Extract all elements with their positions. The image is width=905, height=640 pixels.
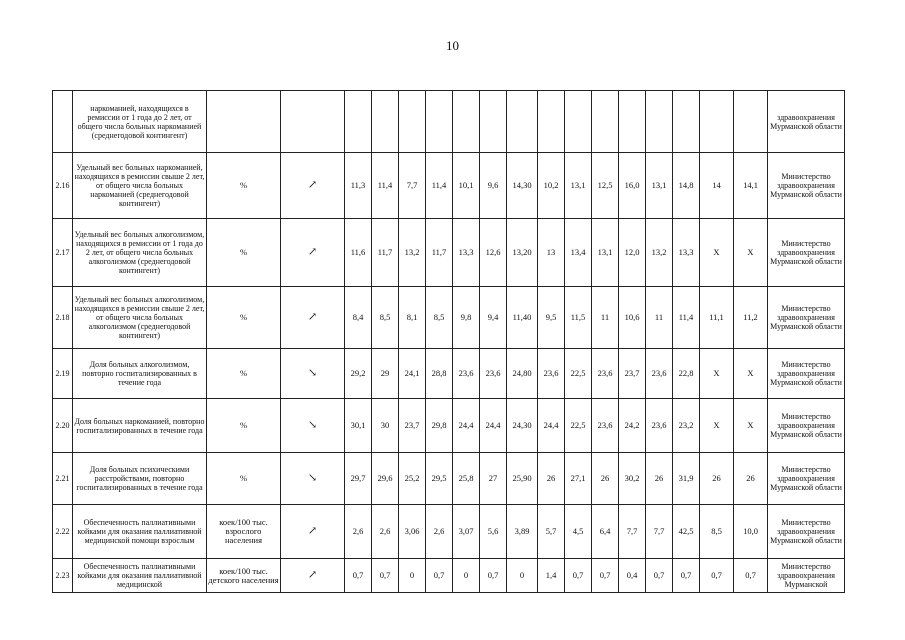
value-cell	[673, 91, 700, 153]
value-cell: 2,6	[372, 505, 399, 559]
value-cell: 9,5	[538, 287, 565, 349]
table-row	[53, 91, 845, 153]
value-cell: 5,7	[538, 505, 565, 559]
value-cell	[734, 91, 768, 153]
indicator-name-cell: Обеспеченность паллиативными койками для оказания паллиативной медицинской	[73, 559, 207, 593]
value-cell: 29	[372, 349, 399, 399]
table-row	[53, 399, 845, 453]
value-cell: 24,1	[399, 349, 426, 399]
value-cell: 11,1	[700, 287, 734, 349]
indicator-name-cell: Доля больных алкоголизмом, повторно госпитализированных в течение года	[73, 349, 207, 399]
value-cell	[453, 91, 480, 153]
value-cell: 11,7	[426, 219, 453, 287]
value-cell	[619, 91, 646, 153]
value-cell: 3,07	[453, 505, 480, 559]
value-cell	[646, 91, 673, 153]
indicator-name-cell: Удельный вес больных алкоголизмом, находящихся в ремиссии от 1 года до 2 лет, от общего числа больных алкоголизмом (среднегодовой контингент)	[73, 219, 207, 287]
indicator-name-cell: Удельный вес больных наркоманией, находящихся в ремиссии свыше 2 лет, от общего числа больных наркоманией (среднегодовой контингент)	[73, 153, 207, 219]
responsible-org-cell: Министерство здравоохранения Мурманской области	[768, 219, 845, 287]
value-cell: 13	[538, 219, 565, 287]
value-cell: 0	[453, 559, 480, 593]
responsible-org-cell: Министерство здравоохранения Мурманской области	[768, 153, 845, 219]
value-cell: 24,2	[619, 399, 646, 453]
value-cell: X	[734, 219, 768, 287]
value-cell: 28,8	[426, 349, 453, 399]
value-cell: 25,2	[399, 453, 426, 505]
value-cell: 25,90	[507, 453, 538, 505]
value-cell	[399, 91, 426, 153]
value-cell: 9,4	[480, 287, 507, 349]
value-cell: 30	[372, 399, 399, 453]
unit-cell: %	[207, 453, 281, 505]
trend-arrow-icon	[281, 91, 345, 153]
value-cell: 31,9	[673, 453, 700, 505]
table-row	[53, 505, 845, 559]
trend-arrow-icon: ↘	[281, 453, 345, 505]
value-cell: 0,7	[345, 559, 372, 593]
value-cell: 6,4	[592, 505, 619, 559]
value-cell: 0,4	[619, 559, 646, 593]
value-cell: 24,80	[507, 349, 538, 399]
value-cell: 10,1	[453, 153, 480, 219]
unit-cell: %	[207, 153, 281, 219]
value-cell: 14,1	[734, 153, 768, 219]
value-cell: 27	[480, 453, 507, 505]
table-row	[53, 453, 845, 505]
value-cell: 0,7	[372, 559, 399, 593]
value-cell: 26	[700, 453, 734, 505]
value-cell: 16,0	[619, 153, 646, 219]
value-cell: 30,2	[619, 453, 646, 505]
value-cell: 10,2	[538, 153, 565, 219]
responsible-org-cell: Министерство здравоохранения Мурманской области	[768, 399, 845, 453]
value-cell: 11,4	[673, 287, 700, 349]
value-cell: 2,6	[345, 505, 372, 559]
responsible-org-cell: здравоохранения Мурманской области	[768, 91, 845, 153]
value-cell: 11,6	[345, 219, 372, 287]
indicator-name-cell: Удельный вес больных алкоголизмом, находящихся в ремиссии свыше 2 лет, от общего числа больных алкоголизмом (среднегодовой контингент)	[73, 287, 207, 349]
value-cell: 3,89	[507, 505, 538, 559]
value-cell: 11,5	[565, 287, 592, 349]
value-cell	[700, 91, 734, 153]
responsible-org-cell: Министерство здравоохранения Мурманской	[768, 559, 845, 593]
value-cell: 9,8	[453, 287, 480, 349]
value-cell: 26	[646, 453, 673, 505]
responsible-org-cell: Министерство здравоохранения Мурманской области	[768, 453, 845, 505]
value-cell: 11,4	[426, 153, 453, 219]
value-cell: X	[700, 349, 734, 399]
value-cell: 23,7	[399, 399, 426, 453]
value-cell: 14,30	[507, 153, 538, 219]
row-number-cell: 2.21	[53, 453, 73, 505]
value-cell: 7,7	[399, 153, 426, 219]
unit-cell: %	[207, 349, 281, 399]
value-cell	[507, 91, 538, 153]
value-cell	[345, 91, 372, 153]
table-row	[53, 559, 845, 593]
value-cell: 24,30	[507, 399, 538, 453]
value-cell: 13,1	[565, 153, 592, 219]
value-cell: 29,8	[426, 399, 453, 453]
row-number-cell: 2.20	[53, 399, 73, 453]
value-cell: 14,8	[673, 153, 700, 219]
value-cell: 0,7	[592, 559, 619, 593]
value-cell: 24,4	[453, 399, 480, 453]
value-cell: 30,1	[345, 399, 372, 453]
value-cell: 23,6	[592, 399, 619, 453]
value-cell: 22,5	[565, 399, 592, 453]
row-number-cell: 2.16	[53, 153, 73, 219]
value-cell	[372, 91, 399, 153]
table-body	[53, 91, 845, 593]
trend-arrow-icon: ↘	[281, 399, 345, 453]
row-number-cell: 2.23	[53, 559, 73, 593]
value-cell: 11	[592, 287, 619, 349]
value-cell: 13,20	[507, 219, 538, 287]
value-cell: 29,6	[372, 453, 399, 505]
value-cell: 9,6	[480, 153, 507, 219]
value-cell: 25,8	[453, 453, 480, 505]
value-cell: 0,7	[480, 559, 507, 593]
value-cell: 13,2	[646, 219, 673, 287]
row-number-cell: 2.22	[53, 505, 73, 559]
value-cell: 29,5	[426, 453, 453, 505]
value-cell: 8,1	[399, 287, 426, 349]
value-cell: 0,7	[700, 559, 734, 593]
value-cell: 14	[700, 153, 734, 219]
value-cell: 22,5	[565, 349, 592, 399]
value-cell	[426, 91, 453, 153]
value-cell: 0	[399, 559, 426, 593]
table-row	[53, 287, 845, 349]
value-cell: 7,7	[619, 505, 646, 559]
indicator-name-cell: Доля больных психическими расстройствами, повторно госпитализированных в течение года	[73, 453, 207, 505]
indicators-table	[52, 90, 845, 593]
value-cell: 3,06	[399, 505, 426, 559]
trend-arrow-icon: ↗	[281, 219, 345, 287]
unit-cell: коек/100 тыс. детского населения	[207, 559, 281, 593]
value-cell: 8,5	[372, 287, 399, 349]
value-cell: 4,5	[565, 505, 592, 559]
trend-arrow-icon: ↗	[281, 287, 345, 349]
unit-cell	[207, 91, 281, 153]
responsible-org-cell: Министерство здравоохранения Мурманской области	[768, 505, 845, 559]
value-cell: 22,8	[673, 349, 700, 399]
trend-arrow-icon: ↗	[281, 153, 345, 219]
value-cell: 10,6	[619, 287, 646, 349]
value-cell: X	[734, 349, 768, 399]
value-cell: 0,7	[565, 559, 592, 593]
value-cell: 13,1	[646, 153, 673, 219]
value-cell: 0,7	[426, 559, 453, 593]
indicator-name-cell: наркоманией, находящихся в ремиссии от 1 года до 2 лет, от общего числа больных наркоманией (среднегодовой контингент)	[73, 91, 207, 153]
value-cell: 23,6	[480, 349, 507, 399]
value-cell: 12,0	[619, 219, 646, 287]
trend-arrow-icon: ↘	[281, 349, 345, 399]
value-cell: 24,4	[480, 399, 507, 453]
value-cell: 11,4	[372, 153, 399, 219]
value-cell: 8,5	[426, 287, 453, 349]
value-cell: 2,6	[426, 505, 453, 559]
value-cell: 13,4	[565, 219, 592, 287]
value-cell: 0,7	[734, 559, 768, 593]
value-cell: 26	[734, 453, 768, 505]
value-cell: 23,6	[453, 349, 480, 399]
value-cell: 8,4	[345, 287, 372, 349]
value-cell: 11,2	[734, 287, 768, 349]
table-row	[53, 349, 845, 399]
trend-arrow-icon: ↗	[281, 559, 345, 593]
responsible-org-cell: Министерство здравоохранения Мурманской области	[768, 349, 845, 399]
indicator-name-cell: Доля больных наркоманией, повторно госпитализированных в течение года	[73, 399, 207, 453]
value-cell: 13,3	[673, 219, 700, 287]
value-cell: 23,6	[646, 349, 673, 399]
value-cell: 13,3	[453, 219, 480, 287]
value-cell: 11,40	[507, 287, 538, 349]
unit-cell: коек/100 тыс. взрослого населения	[207, 505, 281, 559]
value-cell: 13,1	[592, 219, 619, 287]
value-cell: 24,4	[538, 399, 565, 453]
value-cell	[592, 91, 619, 153]
value-cell: 8,5	[700, 505, 734, 559]
row-number-cell: 2.19	[53, 349, 73, 399]
unit-cell: %	[207, 219, 281, 287]
value-cell: 11	[646, 287, 673, 349]
value-cell: X	[734, 399, 768, 453]
table-row	[53, 153, 845, 219]
value-cell: 11,7	[372, 219, 399, 287]
value-cell: 23,7	[619, 349, 646, 399]
value-cell: 13,2	[399, 219, 426, 287]
value-cell: 23,6	[538, 349, 565, 399]
value-cell: 0,7	[673, 559, 700, 593]
indicator-name-cell: Обеспеченность паллиативными койками для оказания паллиативной медицинской помощи взрослым	[73, 505, 207, 559]
value-cell: 23,2	[673, 399, 700, 453]
value-cell: 23,6	[592, 349, 619, 399]
value-cell: 42,5	[673, 505, 700, 559]
value-cell: 0	[507, 559, 538, 593]
value-cell: 26	[538, 453, 565, 505]
value-cell: 26	[592, 453, 619, 505]
value-cell	[480, 91, 507, 153]
value-cell: 23,6	[646, 399, 673, 453]
unit-cell: %	[207, 287, 281, 349]
value-cell: 27,1	[565, 453, 592, 505]
value-cell: 12,5	[592, 153, 619, 219]
value-cell: 7,7	[646, 505, 673, 559]
value-cell: 29,2	[345, 349, 372, 399]
responsible-org-cell: Министерство здравоохранения Мурманской области	[768, 287, 845, 349]
value-cell	[538, 91, 565, 153]
row-number-cell: 2.17	[53, 219, 73, 287]
trend-arrow-icon: ↗	[281, 505, 345, 559]
value-cell: 1,4	[538, 559, 565, 593]
value-cell: 10,0	[734, 505, 768, 559]
unit-cell: %	[207, 399, 281, 453]
value-cell: 5,6	[480, 505, 507, 559]
row-number-cell	[53, 91, 73, 153]
value-cell: X	[700, 399, 734, 453]
row-number-cell: 2.18	[53, 287, 73, 349]
value-cell: 11,3	[345, 153, 372, 219]
value-cell: X	[700, 219, 734, 287]
value-cell: 0,7	[646, 559, 673, 593]
value-cell	[565, 91, 592, 153]
table-row	[53, 219, 845, 287]
value-cell: 29,7	[345, 453, 372, 505]
value-cell: 12,6	[480, 219, 507, 287]
page-number: 10	[446, 38, 459, 53]
